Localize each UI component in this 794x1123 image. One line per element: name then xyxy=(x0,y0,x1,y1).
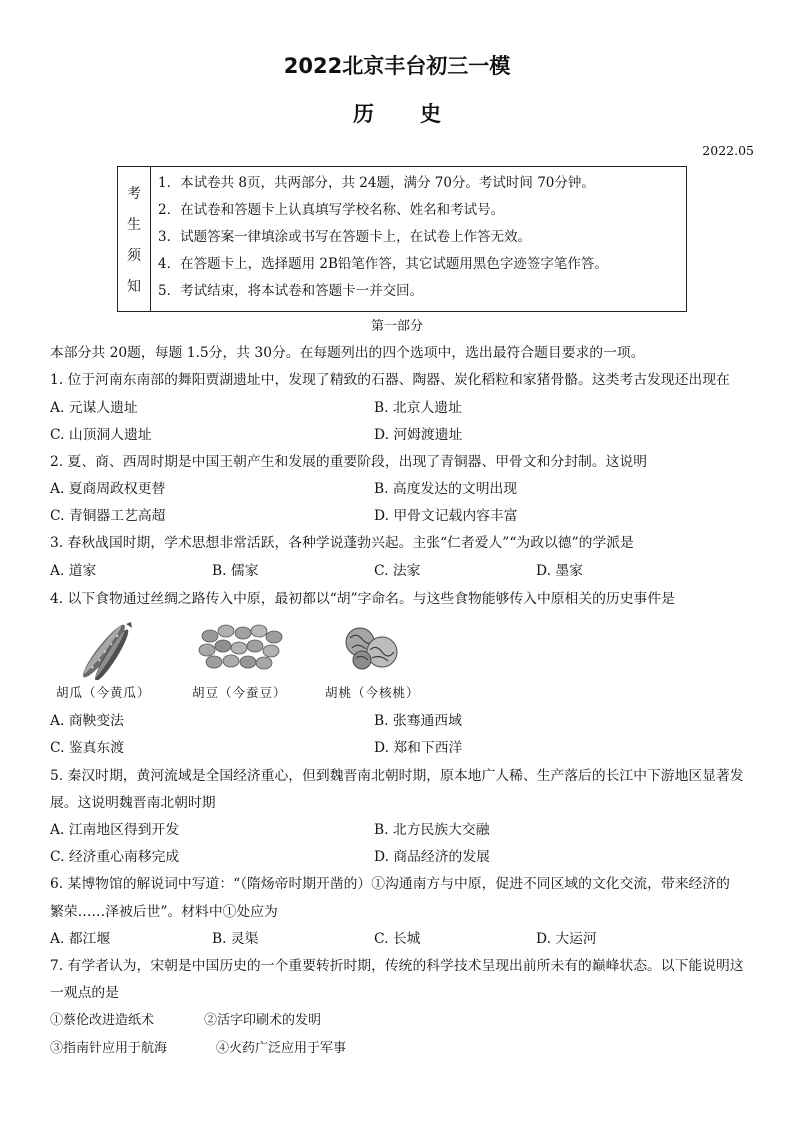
option-d: D. 商品经济的发展 xyxy=(374,849,490,865)
notice-item: 4．在答题卡上，选择题用 2B铅笔作答，其它试题用黑色字迹签字笔作答。 xyxy=(158,256,608,272)
notice-box xyxy=(117,166,687,312)
option-c: C. 鉴真东渡 xyxy=(50,740,125,756)
question-stem-cont: 一观点的是 xyxy=(50,985,119,1001)
subject-title: 历史 xyxy=(353,102,487,126)
question-stem-cont: 繁荣……泽被后世”。材料中①处应为 xyxy=(50,904,278,920)
statement-item: ①蔡伦改进造纸术 xyxy=(50,1013,155,1028)
cucumber-image xyxy=(70,622,138,680)
option-b: B. 北方民族大交融 xyxy=(374,822,490,838)
option-a: A. 道家 xyxy=(50,563,97,579)
option-d: D. 墨家 xyxy=(536,563,583,579)
question-stem: 5. 秦汉时期，黄河流域是全国经济重心，但到魏晋南北朝时期，原本地广人稀、生产落后的长江中下游地区显著发 xyxy=(50,768,744,784)
notice-items xyxy=(158,173,608,308)
food-caption: 胡瓜（今黄瓜） xyxy=(56,685,151,700)
section-title: 第一部分 xyxy=(370,319,423,334)
statement-item: ③指南针应用于航海 xyxy=(50,1041,168,1056)
option-d: D. 甲骨文记载内容丰富 xyxy=(374,508,518,524)
option-c: C. 经济重心南移完成 xyxy=(50,849,180,865)
notice-item: 1．本试卷共 8页，共两部分，共 24题，满分 70分。考试时间 70分钟。 xyxy=(158,175,595,191)
broad-bean-image xyxy=(198,622,284,672)
question-stem: 2. 夏、商、西周时期是中国王朝产生和发展的重要阶段，出现了青铜器、甲骨文和分封制。这说明 xyxy=(50,454,648,470)
option-a: A. 商鞅变法 xyxy=(50,713,124,729)
question-stem: 4. 以下食物通过丝绸之路传入中原，最初都以“胡”字命名。与这些食物能够传入中原相关的历史事件是 xyxy=(50,591,675,607)
notice-heading-char: 知 xyxy=(127,279,141,295)
option-a: A. 江南地区得到开发 xyxy=(50,822,180,838)
notice-item: 2．在试卷和答题卡上认真填写学校名称、姓名和考试号。 xyxy=(158,202,505,218)
question-stem: 7. 有学者认为，宋朝是中国历史的一个重要转折时期，传统的科学技术呈现出前所未有的巅峰状态。以下能说明这 xyxy=(50,958,744,974)
food-caption: 胡豆（今蚕豆） xyxy=(192,685,287,700)
walnut-image xyxy=(342,622,402,672)
option-d: D. 郑和下西洋 xyxy=(374,740,463,756)
notice-heading-char: 考 xyxy=(127,186,141,202)
notice-heading-char: 须 xyxy=(127,248,141,264)
exam-date: 2022.05 xyxy=(702,143,754,158)
option-c: C. 青铜器工艺高超 xyxy=(50,508,166,524)
notice-heading-char: 生 xyxy=(127,217,141,233)
notice-item: 5．考试结束，将本试卷和答题卡一并交回。 xyxy=(158,283,424,299)
question-stem-cont: 展。这说明魏晋南北朝时期 xyxy=(50,795,216,811)
option-a: A. 都江堰 xyxy=(50,931,111,947)
option-b: B. 张骞通西域 xyxy=(374,713,462,729)
option-c: C. 山顶洞人遗址 xyxy=(50,427,152,443)
page-title: 2022北京丰台初三一模 xyxy=(283,54,511,78)
question-stem: 3. 春秋战国时期，学术思想非常活跃，各种学说蓬勃兴起。主张“仁者爱人”“为政以德”的学派是 xyxy=(50,535,634,551)
statement-item: ④火药广泛应用于军事 xyxy=(216,1041,347,1056)
question-stem: 1. 位于河南东南部的舞阳贾湖遗址中，发现了精致的石器、陶器、炭化稻粒和家猪骨骼。这类考古发现还出现在 xyxy=(50,372,730,388)
option-b: B. 灵渠 xyxy=(212,931,259,947)
statement-item: ②活字印刷术的发明 xyxy=(204,1013,322,1028)
option-a: A. 夏商周政权更替 xyxy=(50,481,166,497)
option-b: B. 北京人遗址 xyxy=(374,400,462,416)
notice-heading xyxy=(118,167,151,311)
notice-item: 3．试题答案一律填涂或书写在答题卡上，在试卷上作答无效。 xyxy=(158,229,532,245)
option-b: B. 儒家 xyxy=(212,563,259,579)
question-stem: 6. 某博物馆的解说词中写道：“（隋炀帝时期开凿的）①沟通南方与中原，促进不同区域的文化交流，带来经济的 xyxy=(50,876,730,892)
option-d: D. 大运河 xyxy=(536,931,597,947)
option-a: A. 元谋人遗址 xyxy=(50,400,138,416)
food-caption: 胡桃（今核桃） xyxy=(325,685,420,700)
option-d: D. 河姆渡遗址 xyxy=(374,427,463,443)
option-b: B. 高度发达的文明出现 xyxy=(374,481,518,497)
option-c: C. 法家 xyxy=(374,563,421,579)
option-c: C. 长城 xyxy=(374,931,421,947)
section-intro: 本部分共 20题，每题 1.5分，共 30分。在每题列出的四个选项中，选出最符合题目要求的一项。 xyxy=(50,345,645,361)
